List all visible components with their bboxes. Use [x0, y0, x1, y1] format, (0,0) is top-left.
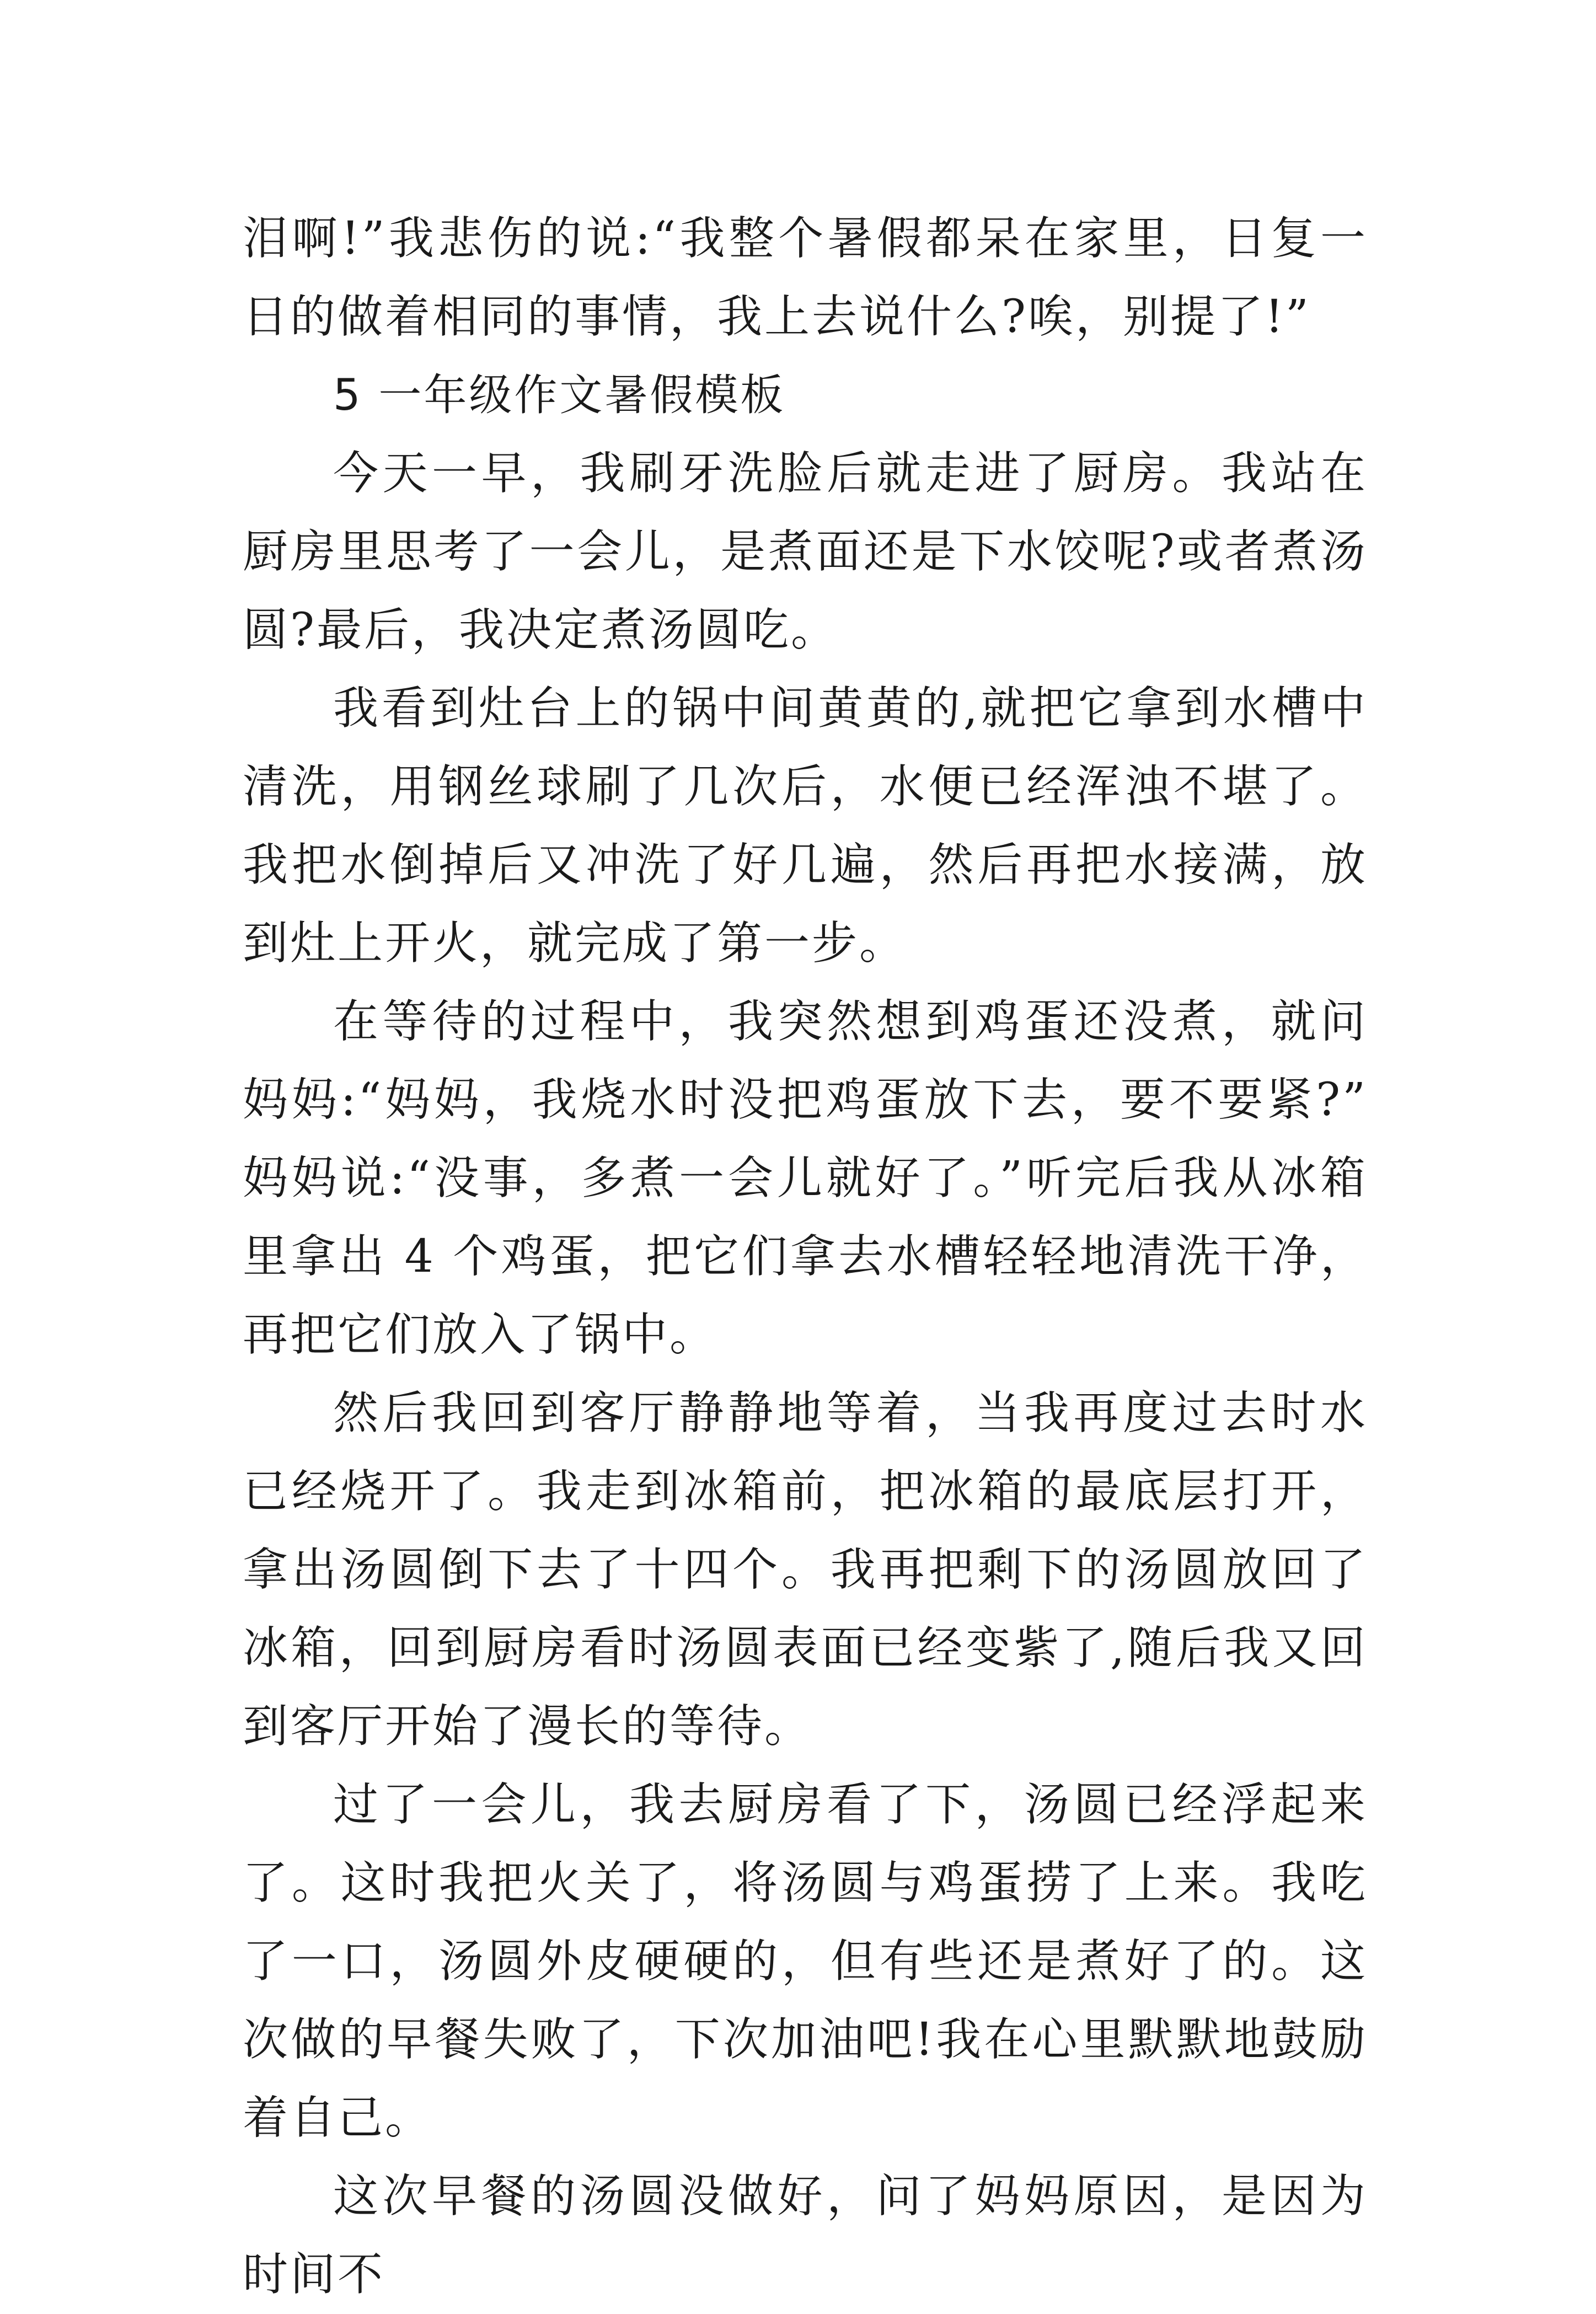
paragraph-continuation: 泪啊!”我悲伤的说:“我整个暑假都呆在家里，日复一日的做着相同的事情，我上去说什么?唉，别提了!”: [243, 212, 1368, 343]
document-body: [243, 200, 1368, 2314]
section-heading: 5 一年级作文暑假模板: [333, 371, 786, 420]
paragraph: 我看到灶台上的锅中间黄黄的,就把它拿到水槽中清洗，用钢丝球刷了几次后，水便已经浑浊不堪了。我把水倒掉后又冲洗了好几遍，然后再把水接满，放到灶上开火，就完成了第一步。: [243, 682, 1368, 969]
paragraph: 今天一早，我刷牙洗脸后就走进了厨房。我站在厨房里思考了一会儿，是煮面还是下水饺呢?或者煮汤圆?最后，我决定煮汤圆吃。: [243, 447, 1368, 656]
paragraph: 过了一会儿，我去厨房看了下，汤圆已经浮起来了。这时我把火关了，将汤圆与鸡蛋捞了上来。我吃了一口，汤圆外皮硬硬的，但有些还是煮好了的。这次做的早餐失败了，下次加油吧!我在心里默默地鼓励着自己。: [243, 1779, 1368, 2144]
paragraph: 这次早餐的汤圆没做好，问了妈妈原因，是因为时间不: [243, 2170, 1368, 2301]
paragraph: 在等待的过程中，我突然想到鸡蛋还没煮，就问妈妈:“妈妈，我烧水时没把鸡蛋放下去，要不要紧?”妈妈说:“没事，多煮一会儿就好了。”听完后我从冰箱里拿出 4 个鸡蛋，把它们拿去水槽轻轻地清洗干净，再把它们放入了锅中。: [243, 995, 1368, 1361]
paragraph: 然后我回到客厅静静地等着，当我再度过去时水已经烧开了。我走到冰箱前，把冰箱的最底层打开，拿出汤圆倒下去了十四个。我再把剩下的汤圆放回了冰箱，回到厨房看时汤圆表面已经变紫了,随后我又回到客厅开始了漫长的等待。: [243, 1387, 1368, 1753]
